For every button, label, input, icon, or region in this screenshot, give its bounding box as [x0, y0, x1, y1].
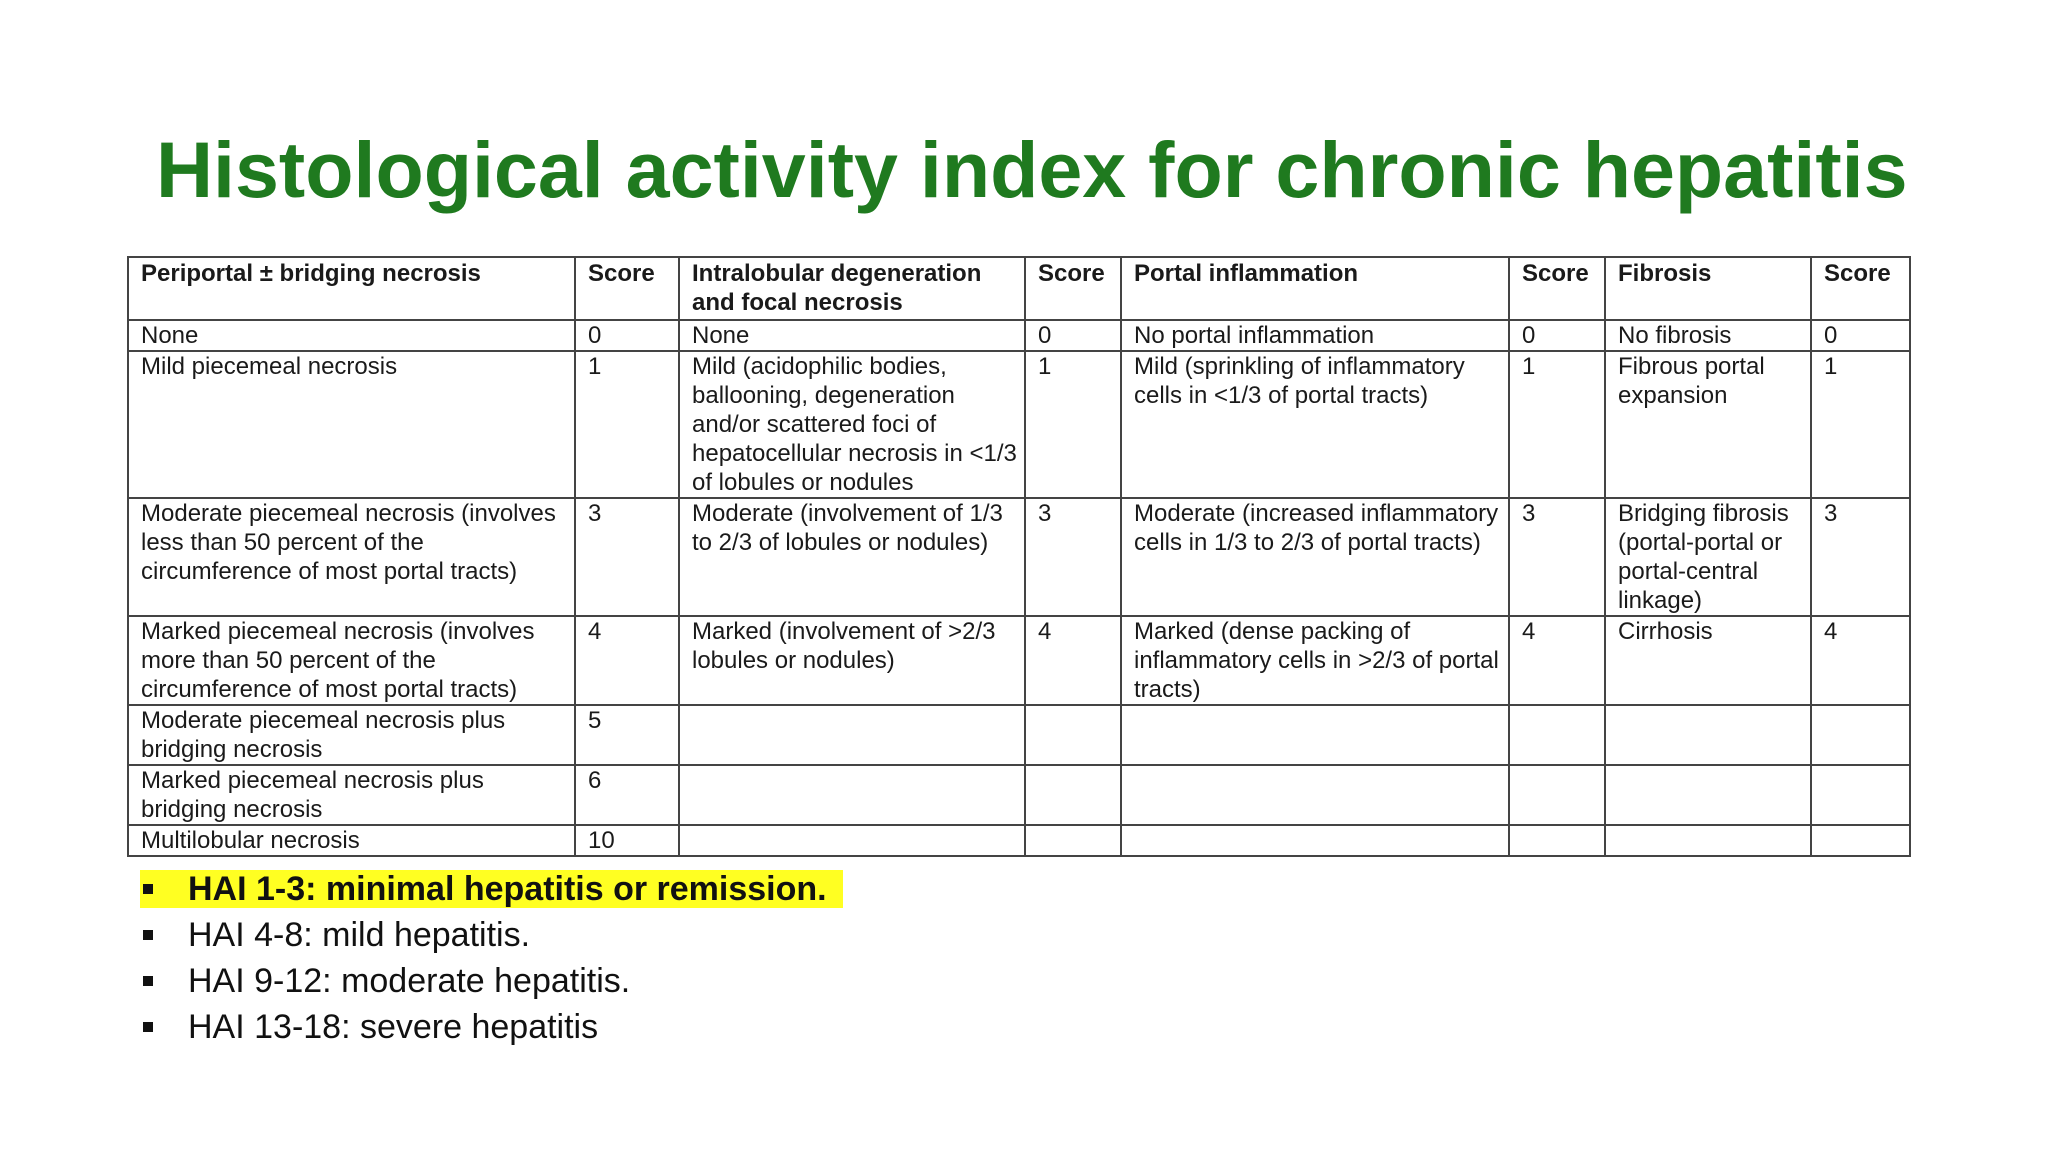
table-cell: Moderate piecemeal necrosis plus bridging necrosis	[128, 705, 575, 765]
table-row	[128, 498, 1910, 616]
header-score: Score	[1509, 257, 1605, 320]
score-cell: 0	[1811, 320, 1910, 351]
table-cell: Moderate piecemeal necrosis (involves less than 50 percent of the circumference of most portal tracts)	[128, 498, 575, 616]
score-cell	[1025, 705, 1121, 765]
score-cell: 5	[575, 705, 679, 765]
score-cell	[1509, 705, 1605, 765]
header-score: Score	[1811, 257, 1910, 320]
score-cell	[1811, 705, 1910, 765]
table-cell: Mild piecemeal necrosis	[128, 351, 575, 498]
list-item	[140, 912, 843, 958]
table-cell: Marked (dense packing of inflammatory cells in >2/3 of portal tracts)	[1121, 616, 1509, 705]
table-row	[128, 616, 1910, 705]
score-cell: 3	[1811, 498, 1910, 616]
table-cell: No portal inflammation	[1121, 320, 1509, 351]
header-intralobular: Intralobular degeneration and focal necrosis	[679, 257, 1025, 320]
header-score: Score	[575, 257, 679, 320]
list-item	[140, 866, 843, 912]
header-periportal: Periportal ± bridging necrosis	[128, 257, 575, 320]
table-cell	[1605, 765, 1811, 825]
table-row	[128, 351, 1910, 498]
table-cell	[679, 825, 1025, 856]
header-fibrosis: Fibrosis	[1605, 257, 1811, 320]
table-cell: Moderate (increased inflammatory cells in 1/3 to 2/3 of portal tracts)	[1121, 498, 1509, 616]
score-cell: 0	[575, 320, 679, 351]
table-row	[128, 765, 1910, 825]
score-cell	[1811, 765, 1910, 825]
score-cell: 6	[575, 765, 679, 825]
header-score: Score	[1025, 257, 1121, 320]
hai-severity-list	[140, 866, 843, 1050]
slide-title: Histological activity index for chronic hepatitis	[156, 125, 1908, 214]
table-row	[128, 320, 1910, 351]
table-cell: Mild (acidophilic bodies, ballooning, degeneration and/or scattered foci of hepatocellular necrosis in <1/3 of lobules or nodules	[679, 351, 1025, 498]
highlighted-bullet-text: HAI 1-3: minimal hepatitis or remission.	[140, 870, 843, 908]
table-cell	[1605, 705, 1811, 765]
table-cell: Multilobular necrosis	[128, 825, 575, 856]
table-row	[128, 825, 1910, 856]
table-header-row	[128, 257, 1910, 320]
table-cell	[1605, 825, 1811, 856]
score-cell: 4	[1025, 616, 1121, 705]
table-cell	[1121, 825, 1509, 856]
table-cell	[1121, 765, 1509, 825]
square-bullet-icon	[143, 930, 153, 940]
table-cell: Fibrous portal expansion	[1605, 351, 1811, 498]
score-cell	[1025, 825, 1121, 856]
table-cell: Marked piecemeal necrosis plus bridging necrosis	[128, 765, 575, 825]
list-item	[140, 958, 843, 1004]
table-cell: Bridging fibrosis (portal-portal or portal-central linkage)	[1605, 498, 1811, 616]
score-cell	[1811, 825, 1910, 856]
score-cell: 10	[575, 825, 679, 856]
list-item	[140, 1004, 843, 1050]
table-cell: Mild (sprinkling of inflammatory cells in <1/3 of portal tracts)	[1121, 351, 1509, 498]
score-cell: 3	[1025, 498, 1121, 616]
table-cell	[679, 765, 1025, 825]
table-cell: None	[128, 320, 575, 351]
score-cell: 0	[1025, 320, 1121, 351]
square-bullet-icon	[143, 884, 153, 894]
score-cell	[1025, 765, 1121, 825]
table-cell: None	[679, 320, 1025, 351]
table-cell: Moderate (involvement of 1/3 to 2/3 of lobules or nodules)	[679, 498, 1025, 616]
score-cell: 4	[575, 616, 679, 705]
hai-table	[127, 256, 1911, 857]
bullet-text: HAI 4-8: mild hepatitis.	[188, 916, 531, 954]
score-cell: 1	[1811, 351, 1910, 498]
score-cell	[1509, 825, 1605, 856]
table-cell: Marked piecemeal necrosis (involves more than 50 percent of the circumference of most portal tracts)	[128, 616, 575, 705]
table-cell: No fibrosis	[1605, 320, 1811, 351]
table-cell	[1121, 705, 1509, 765]
score-cell: 4	[1509, 616, 1605, 705]
table-cell: Marked (involvement of >2/3 lobules or nodules)	[679, 616, 1025, 705]
table-cell: Cirrhosis	[1605, 616, 1811, 705]
table-cell	[679, 705, 1025, 765]
square-bullet-icon	[143, 1022, 153, 1032]
square-bullet-icon	[143, 976, 153, 986]
score-cell: 1	[1025, 351, 1121, 498]
bullet-text: HAI 13-18: severe hepatitis	[188, 1008, 599, 1046]
score-cell: 0	[1509, 320, 1605, 351]
score-cell	[1509, 765, 1605, 825]
score-cell: 3	[1509, 498, 1605, 616]
score-cell: 1	[575, 351, 679, 498]
bullet-text: HAI 9-12: moderate hepatitis.	[188, 962, 631, 1000]
score-cell: 4	[1811, 616, 1910, 705]
header-portal-inflammation: Portal inflammation	[1121, 257, 1509, 320]
score-cell: 1	[1509, 351, 1605, 498]
table-row	[128, 705, 1910, 765]
score-cell: 3	[575, 498, 679, 616]
